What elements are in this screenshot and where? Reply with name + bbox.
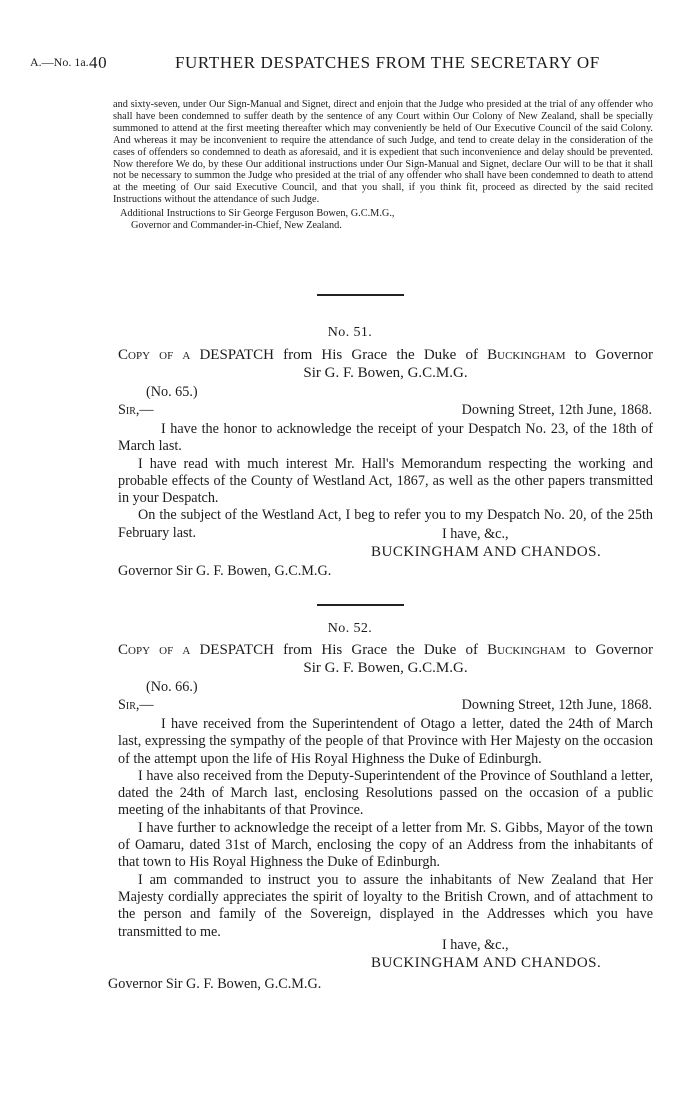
- section-divider: [317, 294, 404, 296]
- addressee: Governor Sir G. F. Bowen, G.C.M.G.: [118, 563, 332, 579]
- despatch-body: [118, 421, 653, 542]
- place-date: Downing Street, 12th June, 1868.: [461, 697, 652, 713]
- despatch-heading: Copy of a DESPATCH from His Grace the Duke of Buckingham to Governor Sir G. F. Bowen, G.C.M.G.: [118, 642, 654, 676]
- body-paragraph: I have further to acknowledge the receipt of a letter from Mr. S. Gibbs, Mayor of the town of Oamaru, dated 31st of March, enclosing the copy of an Address from the inhabitants of that town to His Royal Highness the Duke of Edinburgh.: [118, 819, 653, 871]
- signature: BUCKINGHAM AND CHANDOS.: [371, 955, 602, 971]
- despatch-ref: (No. 66.): [146, 679, 198, 695]
- despatch-recipient: Sir G. F. Bowen, G.C.M.G.: [303, 660, 468, 676]
- despatch-heading: Copy of a DESPATCH from His Grace the Duke of Buckingham to Governor Sir G. F. Bowen, G.C.M.G.: [118, 347, 654, 381]
- document-reference: A.—No. 1a.: [30, 55, 89, 69]
- page-number: 40: [89, 53, 108, 72]
- section-divider: [317, 604, 404, 606]
- intro-paragraph: and sixty-seven, under Our Sign-Manual and Signet, direct and enjoin that the Judge who presided at the trial of any offender who shall have been condemned to suffer death by the sentence of any Court within Our Colony of New Zealand, shall be specially summoned to attend at the first meeting thereafter which may conveniently be held of Our Executive Council of the said Colony. And whereas it may be inconvenient to require the attendance of such Judge, and tend to create delay in the consideration of the cases of offenders so condemned to death as aforesaid, and it is expedient that such inconvenience and delay should be prevented. Now therefore We do, by these Our additional instructions under Our Sign-Manual and Signet, declare Our will to be that it shall not be necessary to summon the Judge who presided at the trial of any offender who shall have been condemned to death to attend at the meeting of Our said Executive Council, and that you shall, if you think fit, proceed as directed by the said recited Instructions without the attendance of such Judge.: [113, 99, 653, 206]
- body-paragraph: I have read with much interest Mr. Hall's Memorandum respecting the working and probable effects of the County of Westland Act, 1867, as well as the other papers transmitted in your Despatch.: [118, 455, 653, 507]
- body-paragraph: I have received from the Superintendent of Otago a letter, dated the 24th of March last, expressing the sympathy of the people of that Province with Her Majesty on the occasion of the attempt upon the life of His Royal Highness the Duke of Edinburgh.: [118, 716, 653, 767]
- body-paragraph: On the subject of the Westland Act, I beg to refer you to my Despatch No. 20, of the 25th February last.: [118, 507, 653, 541]
- body-paragraph: I am commanded to instruct you to assure the inhabitants of New Zealand that Her Majesty cordially appreciates the spirit of loyalty to the British Crown, and of attachment to the person and family of the Sovereign, displayed in the Addresses which you have transmitted to me.: [118, 871, 653, 940]
- running-title: FURTHER DESPATCHES FROM THE SECRETARY OF: [175, 53, 600, 72]
- despatch-number: No. 52.: [327, 621, 373, 636]
- closing: I have, &c.,: [442, 526, 509, 542]
- closing: I have, &c.,: [442, 937, 509, 953]
- salutation: Sir,—: [118, 697, 154, 713]
- place-date: Downing Street, 12th June, 1868.: [461, 402, 652, 418]
- addressee: Governor Sir G. F. Bowen, G.C.M.G.: [108, 976, 322, 992]
- additional-instructions-line: Governor and Commander-in-Chief, New Zealand.: [131, 220, 342, 232]
- despatch-recipient: Sir G. F. Bowen, G.C.M.G.: [303, 365, 468, 381]
- signature: BUCKINGHAM AND CHANDOS.: [371, 544, 602, 560]
- body-paragraph: I have the honor to acknowledge the receipt of your Despatch No. 23, of the 18th of March last.: [118, 421, 653, 455]
- intro-block: [113, 99, 653, 232]
- additional-instructions-line: Additional Instructions to Sir George Ferguson Bowen, G.C.M.G.,: [120, 208, 395, 220]
- despatch-number: No. 51.: [327, 325, 373, 340]
- despatch-ref: (No. 65.): [146, 384, 198, 400]
- body-paragraph: I have also received from the Deputy-Superintendent of the Province of Southland a letter, dated the 24th of March last, enclosing Resolutions passed on the occasion of a public meeting of the inhabitants of that Province.: [118, 767, 653, 819]
- despatch-body: [118, 716, 653, 941]
- salutation: Sir,—: [118, 402, 154, 418]
